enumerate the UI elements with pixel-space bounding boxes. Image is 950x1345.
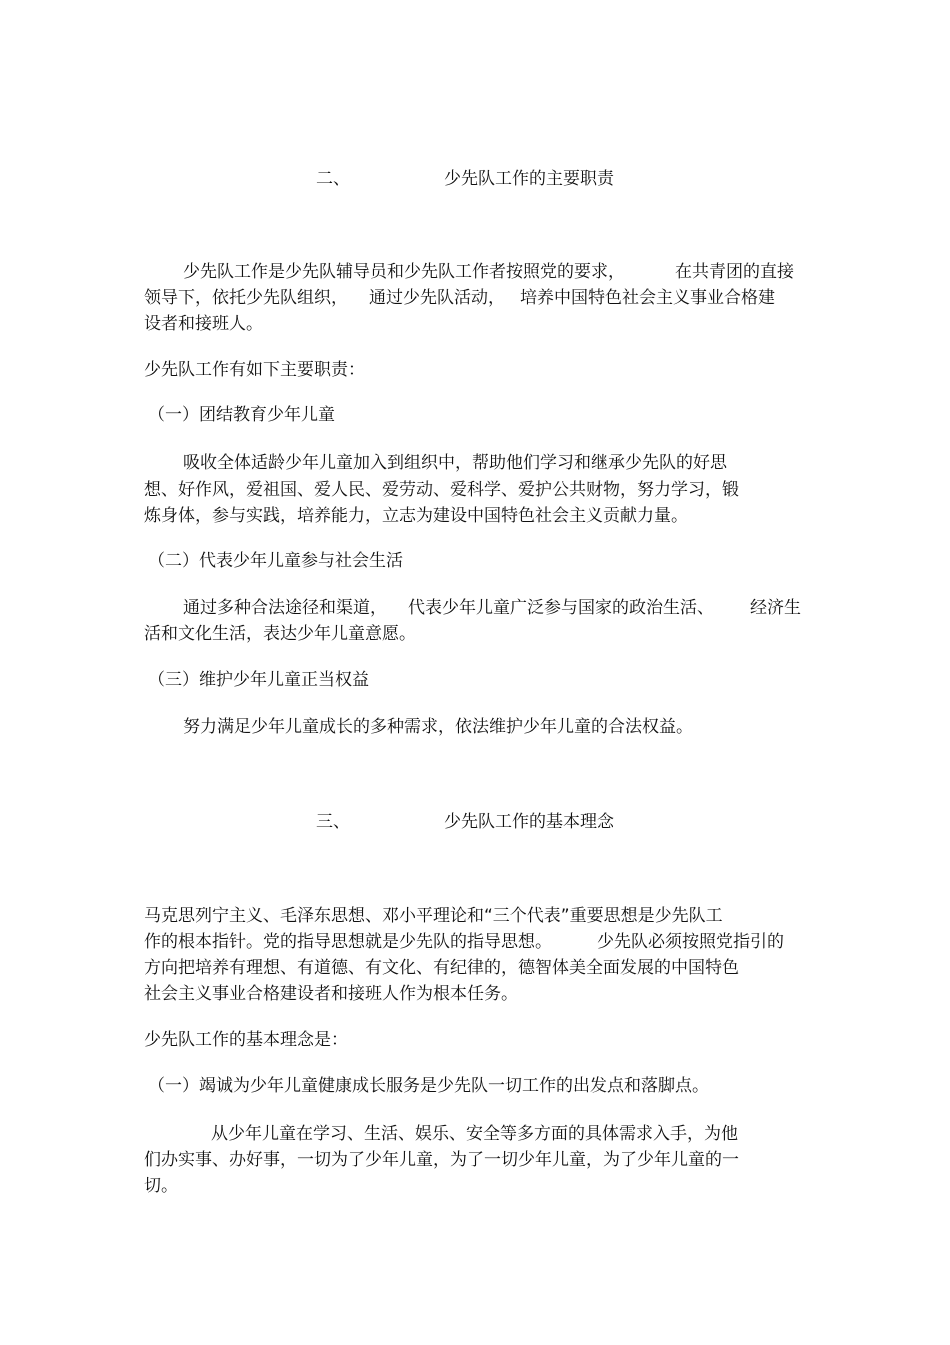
duty2-heading: （二）代表少年儿童参与社会生活: [148, 551, 403, 571]
section3-intro-line3: 方向把培养有理想、有道德、有文化、有纪律的，德智体美全面发展的中国特色: [144, 958, 739, 978]
duty1-line2: 想、好作风，爱祖国、爱人民、爱劳动、爱科学、爱护公共财物，努力学习，锻: [144, 480, 739, 500]
concept1-heading: （一）竭诚为少年儿童健康成长服务是少先队一切工作的出发点和落脚点。: [148, 1076, 709, 1096]
duty3-line1: 努力满足少年儿童成长的多种需求，依法维护少年儿童的合法权益。: [183, 717, 693, 737]
section2-intro-line2b: 通过少先队活动，: [369, 288, 505, 308]
section2-intro-line2c: 培养中国特色社会主义事业合格建: [520, 288, 775, 308]
duty2-line1b: 代表少年儿童广泛参与国家的政治生活、: [408, 598, 714, 618]
duty1-line1: 吸收全体适龄少年儿童加入到组织中，帮助他们学习和继承少先队的好思: [183, 453, 727, 473]
section3-intro-line2a: 作的根本指针。党的指导思想就是少先队的指导思想。: [144, 932, 552, 952]
concept1-line3: 切。: [144, 1176, 178, 1196]
section2-intro-line3: 设者和接班人。: [144, 314, 263, 334]
duty2-line2: 活和文化生活，表达少年儿童意愿。: [144, 624, 416, 644]
concept1-line2: 们办实事、办好事，一切为了少年儿童，为了一切少年儿童，为了少年儿童的一: [144, 1150, 739, 1170]
section3-title: 少先队工作的基本理念: [444, 812, 614, 832]
duty3-heading: （三）维护少年儿童正当权益: [148, 670, 369, 690]
section2-intro-line2a: 领导下，依托少先队组织，: [144, 288, 348, 308]
duty1-heading: （一）团结教育少年儿童: [148, 405, 335, 425]
section2-title: 少先队工作的主要职责: [444, 169, 614, 189]
section3-intro-line4: 社会主义事业合格建设者和接班人作为根本任务。: [144, 984, 518, 1004]
duty2-line1a: 通过多种合法途径和渠道，: [183, 598, 387, 618]
section2-intro-line1b: 在共青团的直接: [675, 262, 794, 282]
section3-intro-line2b: 少先队必须按照党指引的: [597, 932, 784, 952]
section2-duties-lead: 少先队工作有如下主要职责：: [144, 360, 365, 380]
duty2-line1c: 经济生: [750, 598, 801, 618]
concept1-line1: 从少年儿童在学习、生活、娱乐、安全等多方面的具体需求入手，为他: [211, 1124, 738, 1144]
section3-concepts-lead: 少先队工作的基本理念是：: [144, 1030, 348, 1050]
section2-number: 二、: [316, 169, 350, 189]
section3-number: 三、: [316, 812, 350, 832]
duty1-line3: 炼身体，参与实践，培养能力，立志为建设中国特色社会主义贡献力量。: [144, 506, 688, 526]
section2-intro-line1a: 少先队工作是少先队辅导员和少先队工作者按照党的要求，: [183, 262, 625, 282]
section3-intro-line1: 马克思列宁主义、毛泽东思想、邓小平理论和“三个代表”重要思想是少先队工: [144, 906, 723, 926]
